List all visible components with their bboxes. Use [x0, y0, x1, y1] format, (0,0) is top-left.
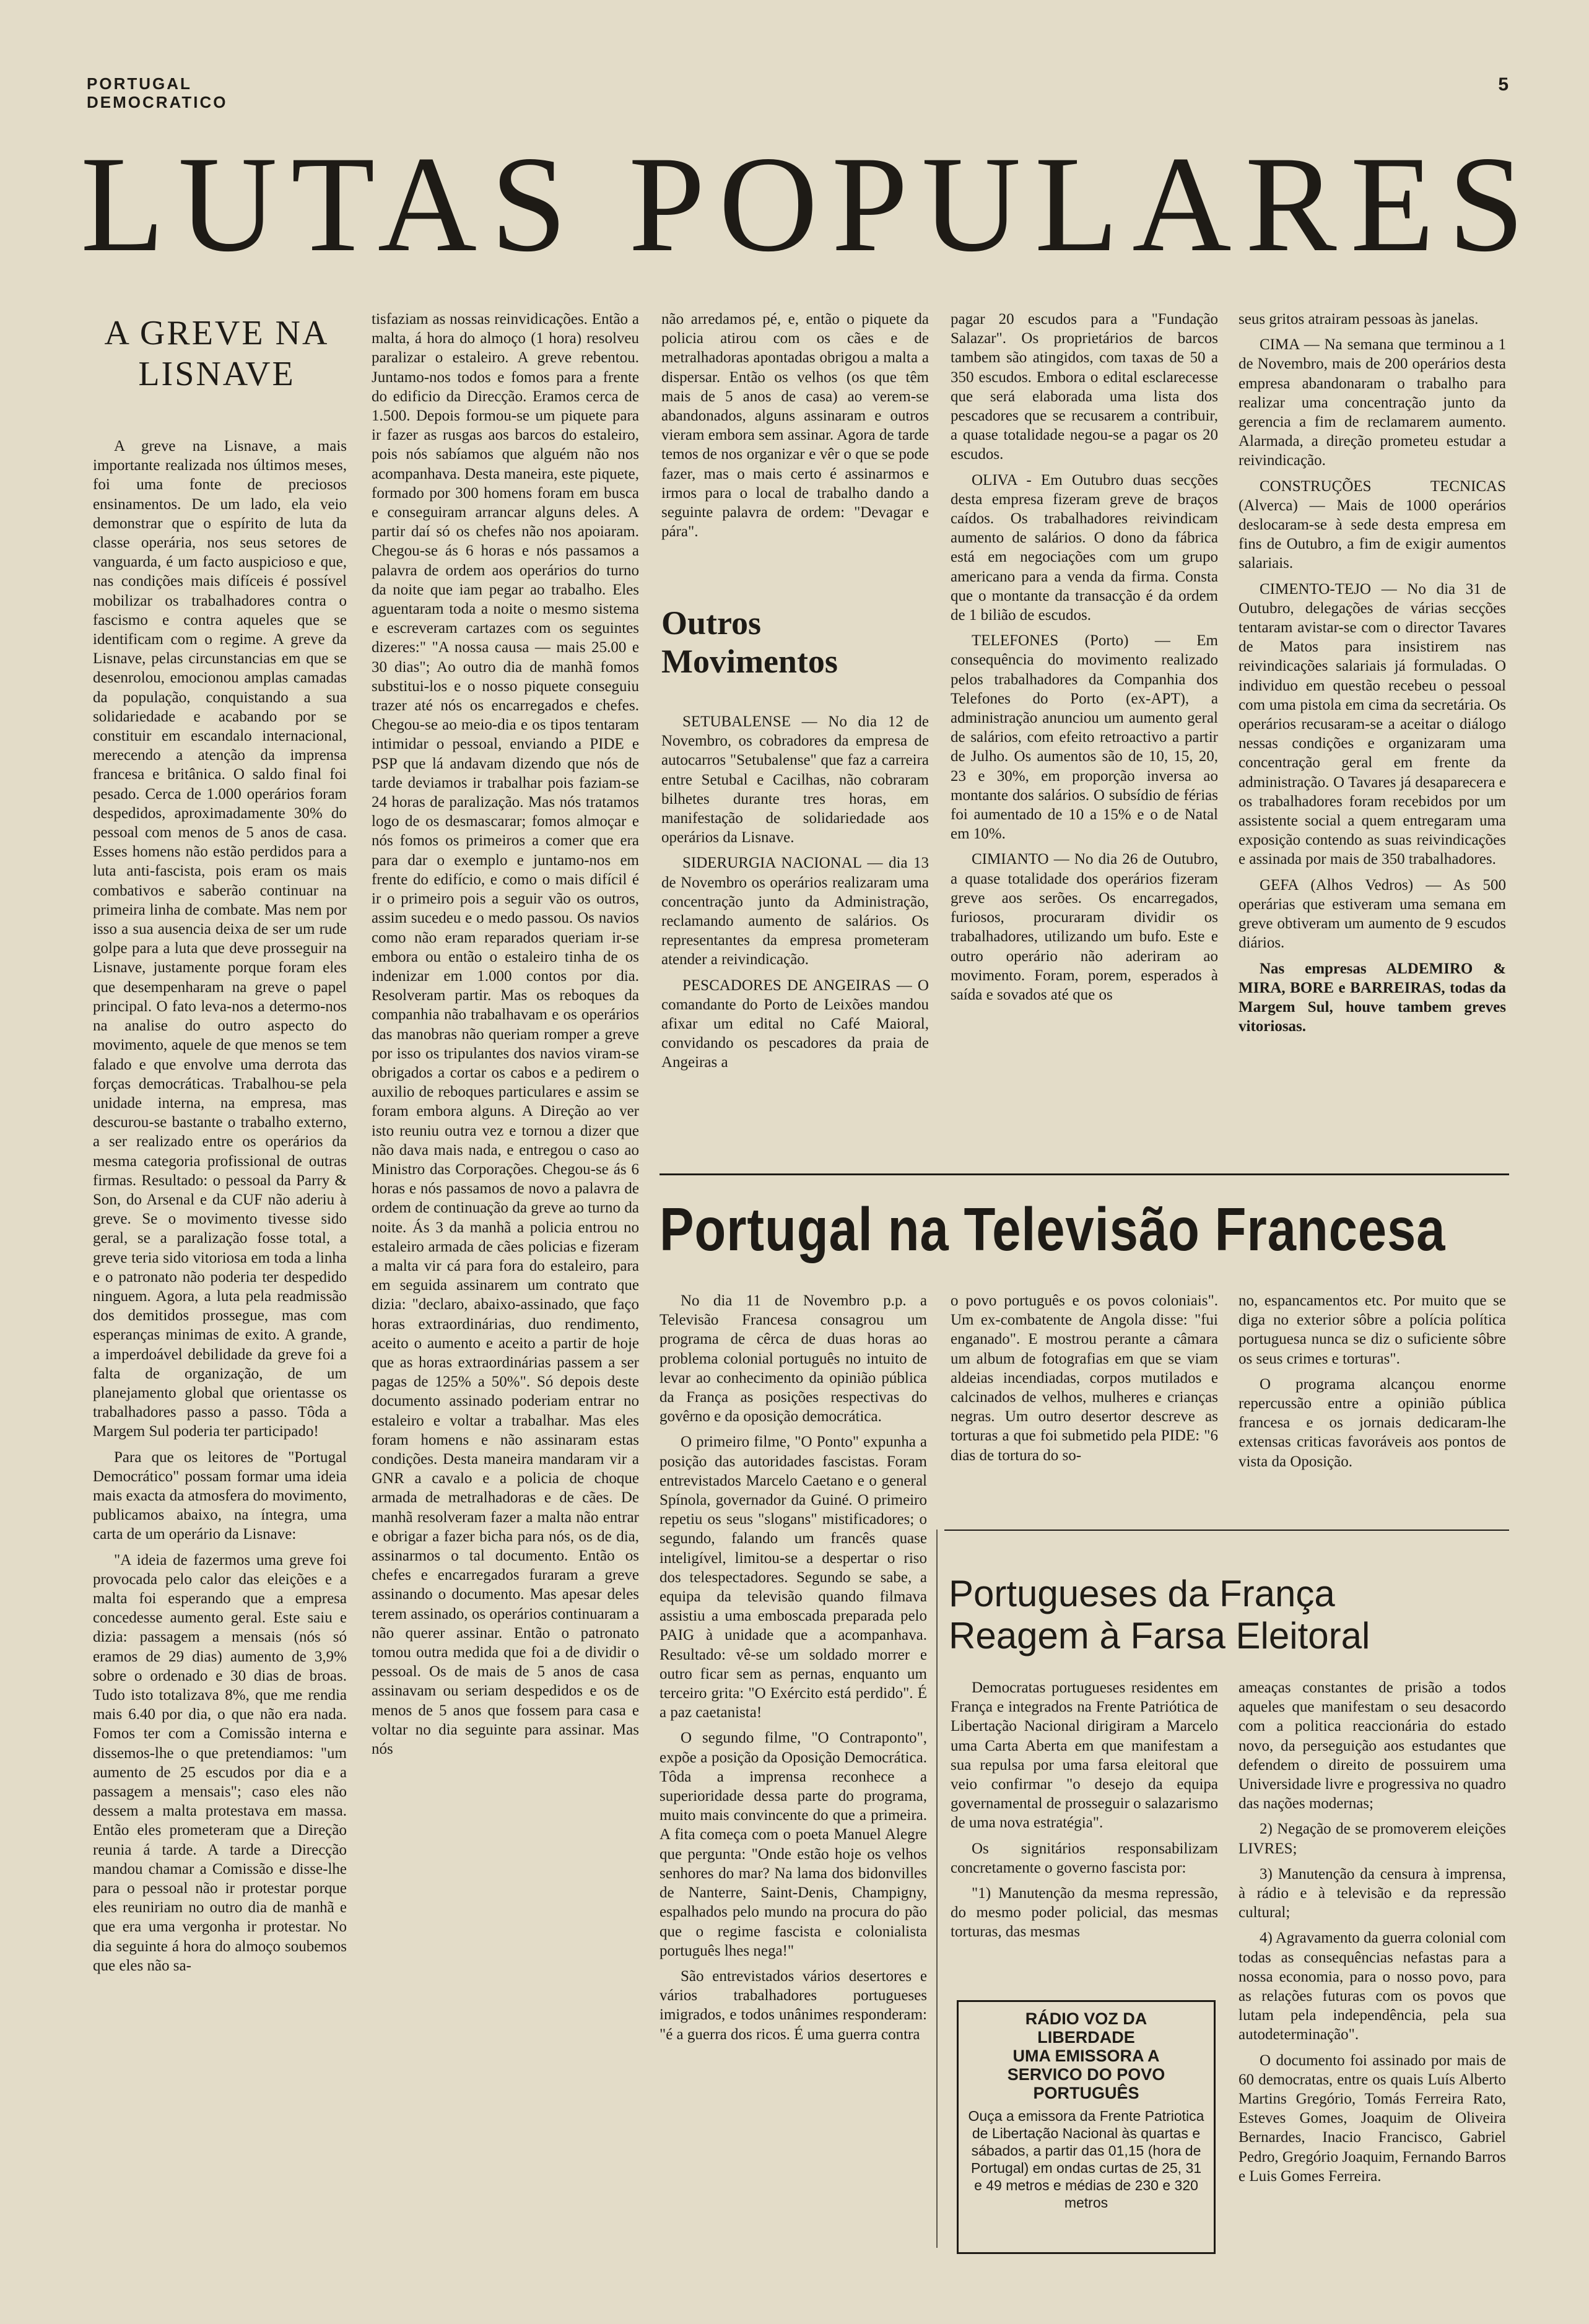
- tv-paragraph: no, espancamentos etc. Por muito que se diga no exterior sôbre a polícia política portuguesa nunca se diz o suficiente sôbre os seus crimes e torturas".: [1239, 1292, 1506, 1367]
- greve-headline: A GREVE NA LISNAVE: [104, 314, 329, 393]
- tv-column-1: [660, 1291, 927, 2251]
- outros-column-1: [661, 712, 929, 1152]
- tv-column-2: [951, 1291, 1218, 1508]
- portugueses-headline: [949, 1573, 1518, 1657]
- masthead-line1: PORTUGAL: [87, 74, 192, 93]
- portugueses-paragraph: 4) Agravamento da guerra colonial com todas as consequências nefastas para a nossa economia, para o nosso povo, para as relações futuras com os povos que lutam pela independência, pela sua autodeterminação".: [1239, 1930, 1506, 2043]
- outros-item: seus gritos atrairam pessoas às janelas.: [1239, 311, 1479, 328]
- masthead: [87, 74, 228, 111]
- tv-paragraph: O segundo filme, "O Contraponto", expõe a posição da Oposição Democrática. Tôda a imprensa reconhece a superioridade dessa parte do programa, muito mais convincente do que a primeira. A fita começa com o poeta Manuel Alegre que pergunta: "Onde estão hoje os velhos senhores do mar? Na lama dos bidonvilles de Nanterre, Saint-Denis, Champigny, espalhados pelo mundo na procura do pão que o regime fascista e colonialista português lhes nega!": [660, 1730, 927, 1959]
- radio-title-line: UMA EMISSORA A: [1012, 2047, 1160, 2065]
- outros-column-2: [951, 310, 1218, 1152]
- portugueses-paragraph: O documento foi assinado por mais de 60 democratas, entre os quais Luís Alberto Martins Gregório, Tomás Ferreira Rato, Esteves Gomes, Joaquim de Oliveira Bernardes, Inacio Francisco, Gabriel Pedro, Gregório Joaquim, Fernando Barros e Luis Gomes Ferreira.: [1239, 2052, 1506, 2185]
- outros-item: OLIVA - Em Outubro duas secções desta empresa fizeram greve de braços caídos. Os trabalhadores reivindicam aumento de salários. O dono da fábrica está em negociações com um grupo americano para a venda da firma. Consta que o montante da transacção é da ordem de 1 bilião de escudos.: [951, 471, 1218, 624]
- radio-body: Ouça a emissora da Frente Patriotica de Libertação Nacional às quartas e sábados, a partir das 01,15 (hora de Portugal) em ondas curtas de 25, 31 e 49 metros e médias de 230 e 320 metros: [968, 2108, 1204, 2211]
- portugueses-headline-line2: Reagem à Farsa Eleitoral: [949, 1615, 1370, 1656]
- portugueses-paragraph: ameaças constantes de prisão a todos aqueles que manifestam o seu desacordo com a politica reaccionária do estado novo, da perseguição aos estudantes que defendem o direito de possuirem uma Universidade livre e progressiva no quadro das nações modernas;: [1239, 1679, 1506, 1813]
- portugueses-paragraph: "1) Manutenção da mesma repressão, do mesmo poder policial, das mesmas torturas, das mesmas: [951, 1885, 1218, 1941]
- section-divider: [944, 1530, 1509, 1531]
- portugueses-paragraph: 2) Negação de se promoverem eleições LIVRES;: [1239, 1821, 1506, 1857]
- outros-item: CIMA — Na semana que terminou a 1 de Novembro, mais de 200 operários desta empresa abandonaram o trabalho para realizar uma concentração junto da gerencia a fim de reclamarem aumento. Alarmada, a direção prometeu estudar a reivindicação.: [1239, 336, 1506, 469]
- greve-letter-paragraph: tisfaziam as nossas reinvidicações. Então a malta, á hora do almoço (1 hora) resolveu paralizar o estaleiro. A greve rebentou. Juntamo-nos todos e fomos para a frente do edificio da Direcção. Eramos cerca de 1.500. Depois formou-se um piquete para ir fazer as rusgas aos barcos do estaleiro, pois nós sabíamos que alguém não nos acompanhava. Desta maneira, este piquete, formado por 300 homens foram em busca e conseguiram arrancar alguns deles. A partir daí só os chefes não nos apoiaram. Chegou-se ás 6 horas e nós passamos a palavra de ordem aos operários do turno da noite que iam pegar ao trabalho. Eles aguentaram toda a noite o mesmo sistema e escreveram cartazes com os seguintes dizeres:" "A nossa causa — mais 25.00 e 30 dias"; Ao outro dia de manhã fomos substitui-los e o nosso piquete conseguiu trazer até nós os encarregados e chefes. Chegou-se ao meio-dia e os tipos tentaram intimidar o pessoal, enviando a PIDE e PSP que lá andavam dizendo que nós de tarde deviamos ir trabalhar pois faziam-se 24 horas de paralização. Mas nós tratamos logo de os desmascarar; fomos almoçar e nós fomos os primeiros a comer que era para dar o exemplo e juntamo-nos em frente do edifício, e como o mais difícil é ir o primeiro pois a seguir vão os outros, assim sucedeu e o medo passou. Os navios como não eram reparados queriam ir-se embora ou então o estaleiro tinha de os indenizar em 1.000 contos por dia. Resolveram partir. Mas os reboques da companhia não trabalhavam e os operários das manobras não queriam romper a greve por isso os tripulantes dos navios viram-se obrigados a cortar os cabos e a pedirem o auxilio de reboques particulares e assim se foram embora alguns. A Direção ao ver isto reuniu outra vez e tornou a dizer que não dava mais nada, e entregou o caso ao Ministro das Corporações. Chegou-se ás 6 horas e nós passamos de novo a palavra de ordem de continuação da greve ao turno da noite. Ás 3 da manhã a policia entrou no estaleiro armada de cães policias e fizeram a malta vir cá para fora do estaleiro, para em seguida assinarem um contrato que dizia: "declaro, abaixo-assinado, que faço horas extraordinárias, duo rendimento, aceito o aumento e aceito a partir de hoje que as horas extraordinárias passem a ser pagas de 125% a 50%". Só depois deste documento assinado poderiam entrar no estaleiro e voltar a trabalhar. Mas eles foram homens e não assinaram estas condições. Desta maneira mandaram vir a GNR a cavalo e a policia de choque armada de metralhadoras e de cães. De manhã resolveram fazer a malta não entrar e obrigar a fazer bicha para nós, os de dia, assinarmos o tal documento. Então os chefes e encarregados furaram a greve assinando o documento. Mas apesar deles terem assinado, os operários continuaram a não querer assinar. Então o patronato tomou outra medida que foi a de dividir o pessoal. Os de mais de 5 anos de casa assinavam ou seriam despedidos e os de menos de 5 anos que fossem para casa e voltar no dia seguinte para assinar. Mas nós: [372, 311, 639, 1758]
- outros-headline: Outros Movimentos: [661, 604, 838, 680]
- greve-letter-paragraph: "A ideia de fazermos uma greve foi provocada pelo calor das eleições e a malta foi esperando que a empresa concedesse aumento geral. Este saiu e dizia: passagem a mensais (nós só eramos de 29 dias) aumento de 3,9% sobre o ordenado e 30 dias de broas. Tudo isto totalizava 8%, que me rendia mais 6.40 por dia, o que não era nada. Fomos ter com a Comissão interna e dissemos-lhe o que pretendiamos: "um aumento de 25 escudos por dia e a passagem a mensais"; caso eles não dessem a malta protestava em massa. Então eles prometeram que a Direção reunia á tarde. A tarde a Direcção mandou chamar a Comissão e disse-lhe para o pessoal não ir protestar porque eles reuniriam no outro dia de manhã e que era uma vergonha ir protestar. No dia seguinte á hora do almoço soubemos que eles não sa-: [93, 1551, 347, 1974]
- column-divider: [936, 1530, 938, 2248]
- outros-item: pagar 20 escudos para a "Fundação Salazar". Os proprietários de barcos tambem são atingidos, com taxas de 50 a 350 escudos. Embora o edital esclarecesse que será elaborada uma lista dos pescadores que se recusarem a contribuir, a quase totalidade negou-se a pagar os 20 escudos.: [951, 311, 1218, 463]
- radio-title-line: SERVICO DO POVO: [1007, 2065, 1165, 2084]
- outros-item: GEFA (Alhos Vedros) — As 500 operárias que estiveram uma semana em greve obtiveram um aumento de 9 escudos diários.: [1239, 876, 1506, 952]
- outros-item: SIDERURGIA NACIONAL — dia 13 de Novembro os operários realizaram uma concentração junto da Administração, reclamando aumento de salários. Os representantes da empresa prometeram atender a reivindicação.: [661, 855, 929, 968]
- radio-title-line: PORTUGUÊS: [1033, 2084, 1139, 2102]
- greve-paragraph: Para que os leitores de "Portugal Democrático" possam formar uma ideia mais exacta da atmosfera do movimento, publicamos abaixo, na íntegra, uma carta de um operário da Lisnave:: [93, 1448, 347, 1543]
- greve-paragraph: A greve na Lisnave, a mais importante realizada nos últimos meses, foi uma fonte de preciosos ensinamentos. De um lado, ela veio demonstrar que o espírito de luta da classe operária, nos seus setores de vanguarda, é um facto auspicioso e que, nas condições mais difíceis é possível mobilizar os trabalhadores contra o fascismo e contra aqueles que se identificam com o regime. A greve da Lisnave, pelas circunstancias em que se desenrolou, emocionou amplas camadas da população, conquistando a sua solidariedade e acabando por se constituir em escandalo internacional, merecendo a atenção da imprensa francesa e britânica. O saldo final foi pesado. Cerca de 1.000 operários foram despedidos, aproximadamente 30% do pessoal com menos de 5 anos de casa. Esses homens não estão perdidos para a luta anti-fascista, pois eram os mais combativos e saberão continuar na primeira linha de combate. Mas nem por isso a sua ausencia deixa de ser um rude golpe para a luta que deve prosseguir na Lisnave, justamente porque foram eles que desempenharam na greve o papel principal. O fato leva-nos a determo-nos na analise do outro aspecto do movimento, aquele de que menos se tem falado e que envolve uma derrota das forças democráticas. Trabalhou-se pela unidade interna, na empresa, mas descurou-se bastante o trabalho externo, a ser realizado entre os operários da mesma categoria profissional de outras firmas. Resultado: o pessoal da Parry & Son, do Arsenal e da CUF não aderiu à greve. Se o movimento tivesse sido geral, se a paralização fosse total, a greve teria sido vitoriosa em toda a linha e o patronato não poderia ter despedido ninguem. Agora, a luta pela readmissão dos demitidos prossegue, mas com esperanças minimas de exito. A grande, a imperdoável debilidade da greve foi a falta de organização, de um planejamento global que orientasse os trabalhadores passo a passo. Tôda a Margem Sul poderia ter participado!: [93, 438, 347, 1440]
- portugueses-headline-line1: Portugueses da França: [949, 1573, 1335, 1614]
- tv-paragraph: No dia 11 de Novembro p.p. a Televisão Francesa consagrou um programa de cêrca de duas horas ao problema colonial português no intuito de levar ao conhecimento da opinião pública da França as posições respectivas do govêrno e da oposição democrática.: [660, 1292, 927, 1425]
- tv-paragraph: São entrevistados vários desertores e vários trabalhadores portugueses imigrados, e todos unânimes responderam: "é a guerra dos ricos. É uma guerra contra: [660, 1967, 927, 2043]
- outros-item: TELEFONES (Porto) — Em consequência do movimento realizado pelos trabalhadores da Companhia dos Telefones do Porto (ex-APT), a administração anunciou um aumento geral de salários, com efeito retroactivo a partir de Julho. Os aumentos são de 10, 15, 20, 23 e 30%, em proporção inversa ao montante dos salários. O subsídio de férias foi aumentado de 10 a 15% e o de Natal em 10%.: [951, 632, 1218, 843]
- page-number: 5: [1498, 74, 1508, 95]
- outros-item: CIMENTO-TEJO — No dia 31 de Outubro, delegações de várias secções tentaram avistar-se com o director Tavares de Matos para insistirem nas reivindicações salariais já formuladas. O individuo em questão recebeu o pessoal com uma pistola em cima da secretária. Os operários recusaram-se a aceitar o diálogo nessas condições e organizaram uma concentração geral em frente da administração. O Tavares já desaparecera e os trabalhadores foram recebidos por um assistente social a quem entregaram uma exposição contendo as suas reivindicações e assinada por mais de 350 trabalhadores.: [1239, 580, 1506, 868]
- radio-title-line: RÁDIO VOZ DA: [1025, 2009, 1147, 2028]
- outros-item: CIMIANTO — No dia 26 de Outubro, a quase totalidade dos operários fizeram greve aos serões. Os encarregados, furiosos, procuraram dividir os trabalhadores, utilizando um bufo. Este e outro operário não aderiram ao movimento. Foram, porem, esperados à saída e sovados até que os: [951, 851, 1218, 1003]
- portugueses-column-2: [1239, 1678, 1506, 2251]
- portugueses-paragraph: Democratas portugueses residentes em França e integrados na Frente Patriótica de Libertação Nacional dirigiram a Marcelo uma Carta Aberta em que manifestam a sua repulsa por uma farsa eleitoral que veio confirmar "o desejo da equipa governamental de prosseguir o salazarismo de uma nova estratégia".: [951, 1679, 1218, 1832]
- tv-headline: Portugal na Televisão Francesa: [660, 1195, 1446, 1263]
- radio-title-line: LIBERDADE: [1037, 2028, 1135, 2047]
- outros-item: CONSTRUÇÕES TECNICAS (Alverca) — Mais de 1000 operários deslocaram-se à sede desta empresa em fins de Outubro, a fim de exigir aumentos salariais.: [1239, 477, 1506, 572]
- tv-paragraph: O programa alcançou enorme repercussão entre a opinião pública francesa e os jornais dedicaram-lhe extensas criticas favoráveis aos pontos de vista da Oposição.: [1239, 1375, 1506, 1470]
- outros-item: Nas empresas ALDEMIRO & MIRA, BORE e BARREIRAS, todas da Margem Sul, houve tambem greves vitoriosas.: [1239, 960, 1506, 1035]
- outros-item: PESCADORES DE ANGEIRAS — O comandante do Porto de Leixões mandou afixar um edital no Café Maioral, convidando os pescadores da praia de Angeiras a: [661, 977, 929, 1071]
- page-title: LUTAS POPULARES: [81, 128, 1538, 281]
- tv-paragraph: O primeiro filme, "O Ponto" expunha a posição das autoridades fascistas. Foram entrevistados Marcelo Caetano e o general Spínola, governador da Guiné. O primeiro repetiu os seus "slogans" mistificadores; o segundo, falando um francês quase inteligível, limitou-se a despertar o riso dos telespectadores. Segundo se sabe, a equipa da televisão quando filmava assistiu a uma emboscada preparada pelo PAIG à unidade que a acompanhava. Resultado: vê-se um soldado morrer e outro ficar sem as pernas, enquanto um terceiro grita: "O Exército está perdido". É a paz caetanista!: [660, 1434, 927, 1721]
- greve-column-3: [661, 310, 929, 591]
- portugueses-paragraph: Os signitários responsabilizam concretamente o governo fascista por:: [951, 1840, 1218, 1876]
- outros-item: SETUBALENSE — No dia 12 de Novembro, os cobradores da empresa de autocarros "Setubalense" que faz a carreira entre Setubal e Cacilhas, não cobraram bilhetes durante tres horas, em manifestação de solidariedade aos operários da Lisnave.: [661, 713, 929, 846]
- portugueses-paragraph: 3) Manutenção da censura à imprensa, à rádio e à televisão e da repressão cultural;: [1239, 1865, 1506, 1921]
- greve-letter-paragraph: não arredamos pé, e, então o piquete da policia atirou com os cães e de metralhadoras apontadas obrigou a malta a dispersar. Então os velhos (os que têm mais de 5 anos de casa) ao verem-se abandonados, alguns assinaram e outros vieram embora sem assinar. Agora de tarde temos de nos organizar e vêr o que se pode fazer, mas o mais certo é assinarmos e irmos para o local de trabalho dando a seguinte palavra de ordem: "Devagar e pára".: [661, 311, 929, 541]
- tv-column-3: [1239, 1291, 1506, 1508]
- outros-column-3: [1239, 310, 1506, 1152]
- tv-paragraph: o povo português e os povos coloniais". Um ex-combatente de Angola disse: "fui enganado". E mostrou perante a câmara um album de fotografias em que se viam aldeias incendiadas, corpos mutilados e calcinados de velhos, mulheres e crianças negras. Um outro desertor descreve as torturas a que foi submetido pela PIDE: "6 dias de tortura do so-: [951, 1292, 1218, 1464]
- radio-advert-box: [957, 2000, 1216, 2254]
- greve-column-2: [372, 310, 639, 2248]
- radio-title: [967, 2009, 1205, 2102]
- section-divider: [660, 1173, 1509, 1175]
- greve-column-1: [93, 437, 347, 2251]
- portugueses-column-1: [951, 1678, 1218, 1991]
- masthead-line2: DEMOCRATICO: [87, 93, 228, 111]
